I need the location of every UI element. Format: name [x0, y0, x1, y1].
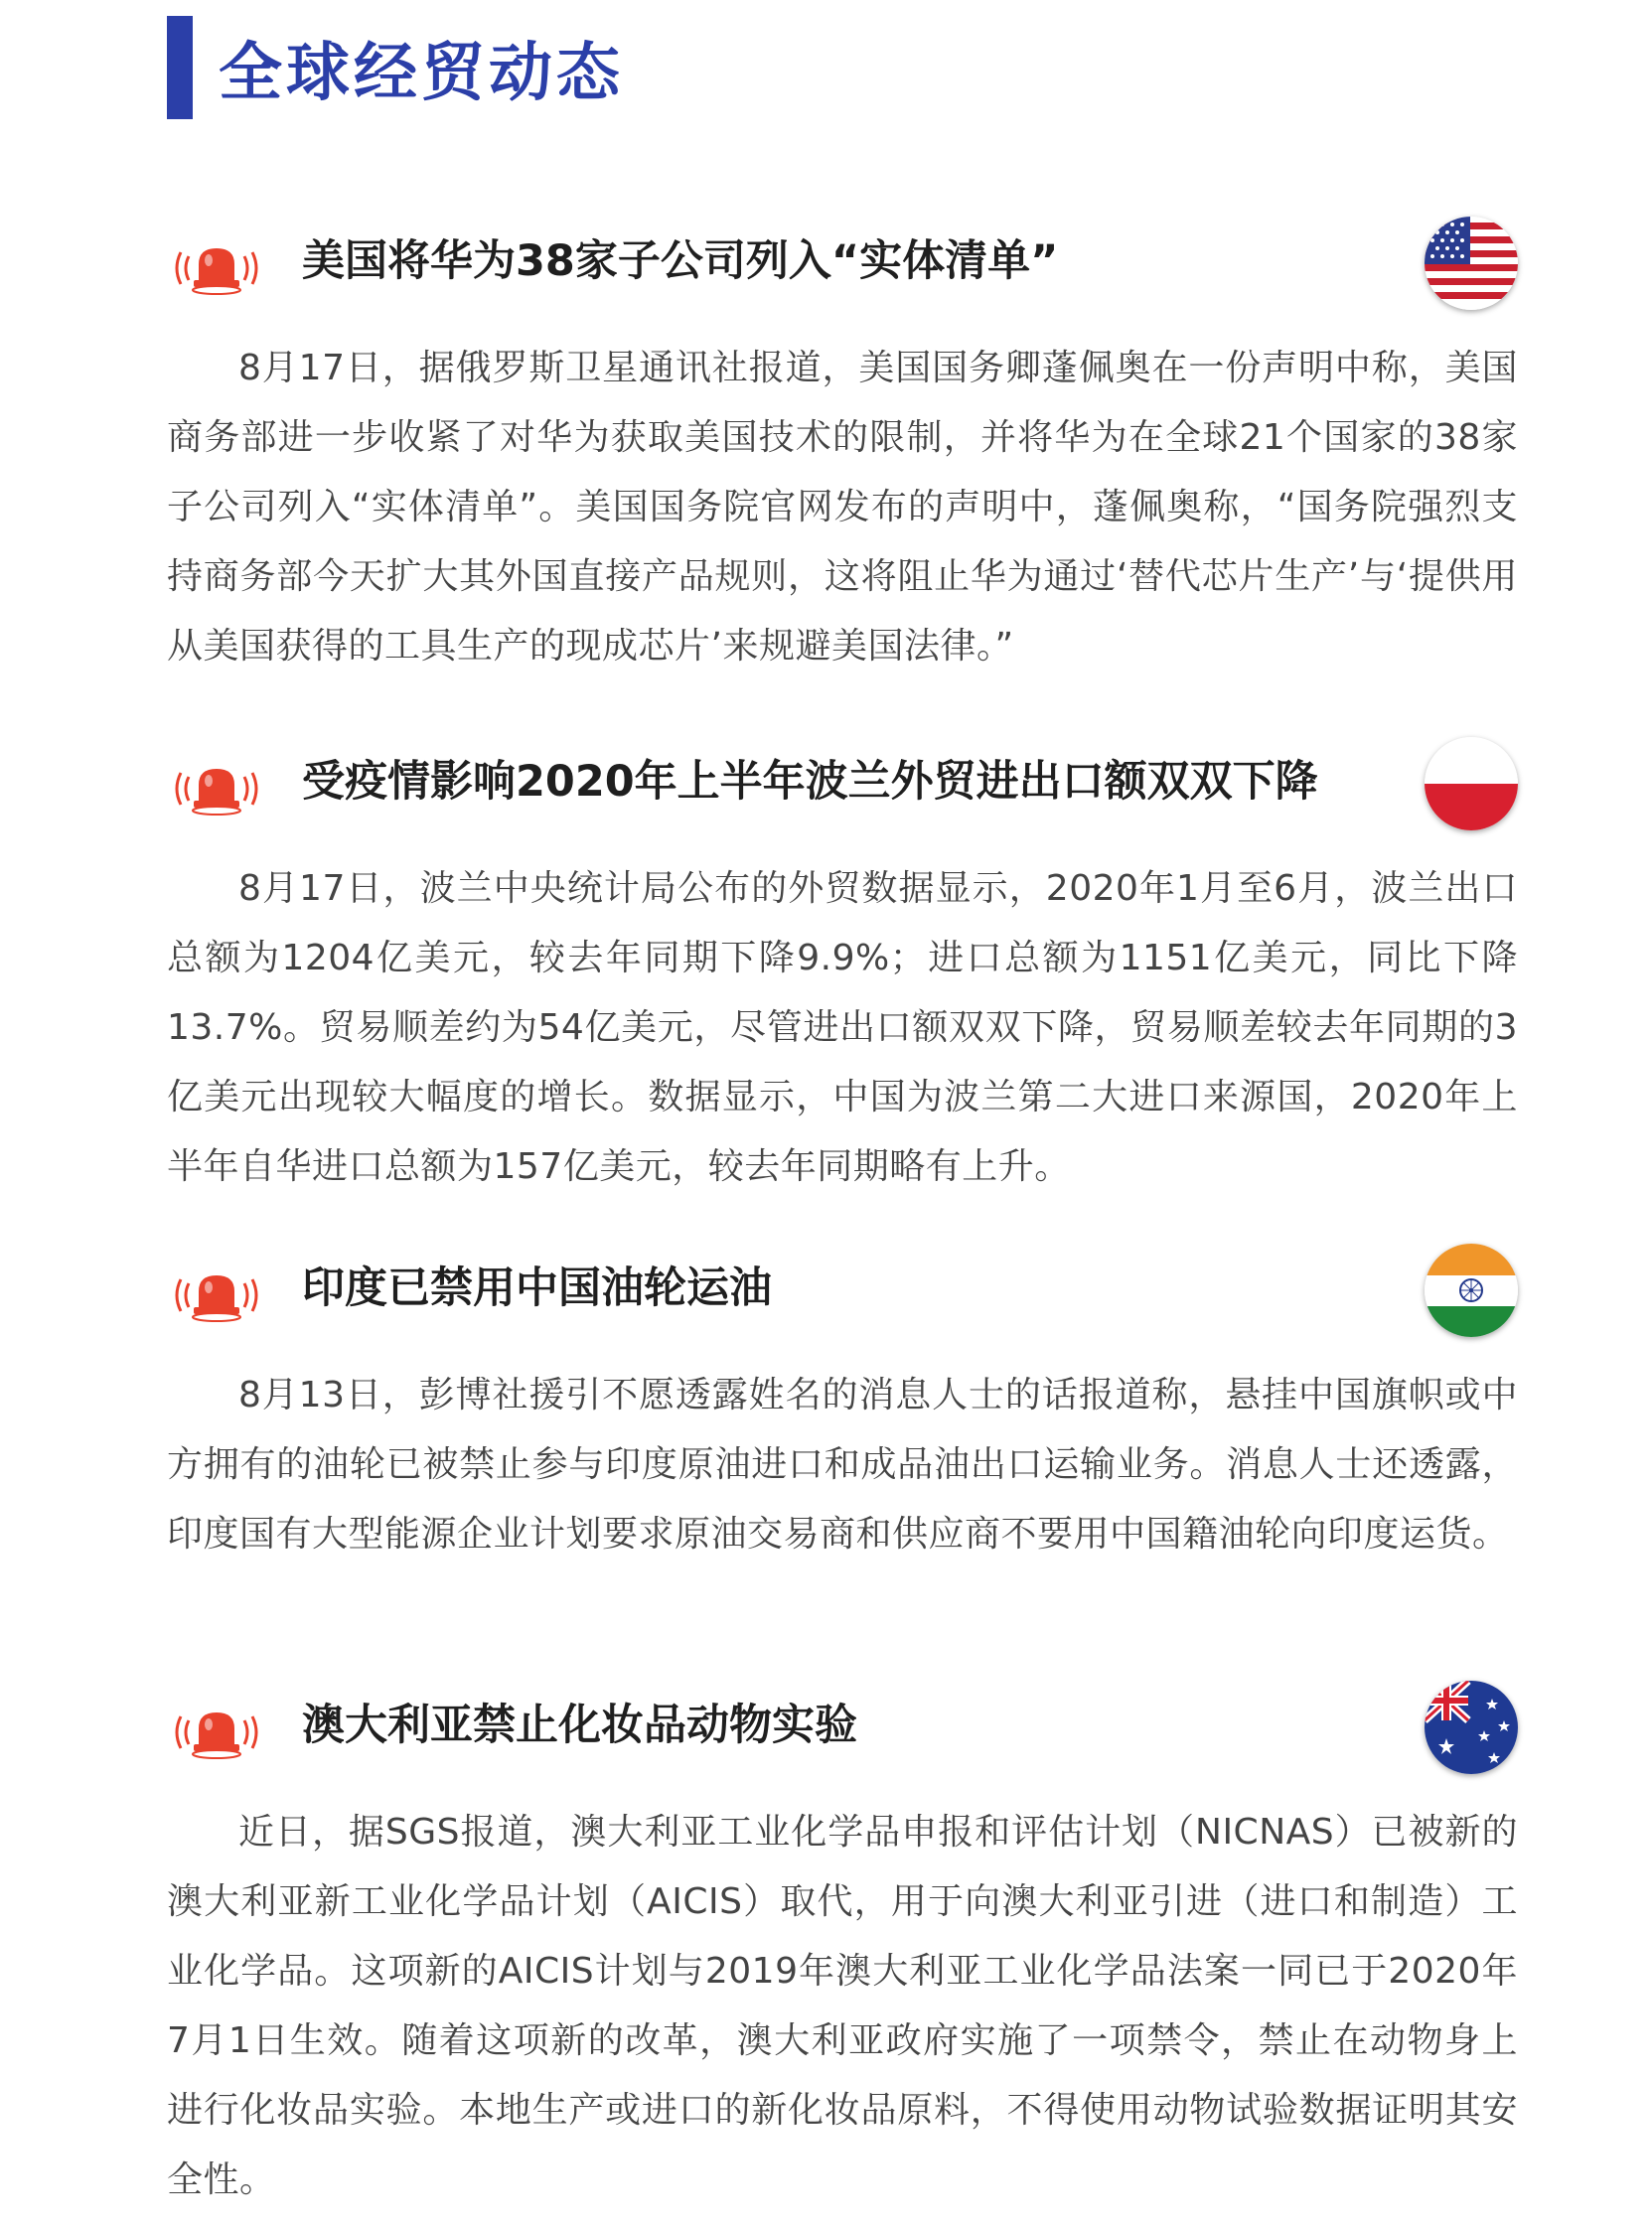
article-header: [167, 1238, 1518, 1347]
article-header: [167, 1675, 1518, 1784]
article-title: 受疫情影响2020年上半年波兰外贸进出口额双双下降: [302, 757, 1318, 807]
article-body: 8月13日，彭博社援引不愿透露姓名的消息人士的话报道称，悬挂中国旗帜或中方拥有的油轮已被禁止参与印度原油进口和成品油出口运输业务。消息人士还透露，印度国有大型能源企业计划要求原油交易商和供应商不要用中国籍油轮向印度运货。: [167, 1375, 1518, 1555]
article-body: 8月17日，波兰中央统计局公布的外贸数据显示，2020年1月至6月，波兰出口总额为1204亿美元，较去年同期下降9.9%；进口总额为1151亿美元，同比下降13.7%。贸易顺差约为54亿美元，尽管进出口额双双下降，贸易顺差较去年同期的3亿美元出现较大幅度的增长。数据显示，中国为波兰第二大进口来源国，2020年上半年自华进口总额为157亿美元，较去年同期略有上升。: [167, 868, 1518, 1187]
article-us-huawei: [167, 211, 1518, 681]
india-flag-icon: [1425, 1244, 1518, 1337]
article-title: 澳大利亚禁止化妆品动物实验: [302, 1701, 857, 1750]
article-title: 美国将华为38家子公司列入“实体清单”: [302, 236, 1059, 286]
article-body: 8月17日，据俄罗斯卫星通讯社报道，美国国务卿蓬佩奥在一份声明中称，美国商务部进一步收紧了对华为获取美国技术的限制，并将华为在全球21个国家的38家子公司列入“实体清单”。美国国务院官网发布的声明中，蓬佩奥称，“国务院强烈支持商务部今天扩大其外国直接产品规则，这将阻止华为通过‘替代芯片生产’与‘提供用从美国获得的工具生产的现成芯片’来规避美国法律。”: [167, 348, 1518, 667]
poland-flag-icon: [1425, 737, 1518, 830]
alarm-bell-icon: [167, 761, 266, 817]
alarm-bell-icon: [167, 1705, 266, 1760]
page-header: [167, 14, 624, 121]
article-header: [167, 731, 1518, 840]
australia-flag-icon: [1425, 1681, 1518, 1774]
article-title: 印度已禁用中国油轮运油: [302, 1264, 772, 1313]
alarm-bell-icon: [167, 240, 266, 296]
article-header: [167, 211, 1518, 320]
header-accent-bar: [167, 16, 193, 119]
article-australia-cosmetics: [167, 1675, 1518, 2215]
article-body: 近日，据SGS报道，澳大利亚工业化学品申报和评估计划（NICNAS）已被新的澳大利亚新工业化学品计划（AICIS）取代，用于向澳大利亚引进（进口和制造）工业化学品。这项新的AICIS计划与2019年澳大利亚工业化学品法案一同已于2020年7月1日生效。随着这项新的改革，澳大利亚政府实施了一项禁令，禁止在动物身上进行化妆品实验。本地生产或进口的新化妆品原料，不得使用动物试验数据证明其安全性。: [167, 1812, 1518, 2200]
us-flag-icon: [1425, 217, 1518, 310]
article-india-tankers: [167, 1238, 1518, 1569]
alarm-bell-icon: [167, 1267, 266, 1323]
page-title: 全球经贸动态: [219, 37, 624, 110]
article-poland-trade: [167, 731, 1518, 1202]
